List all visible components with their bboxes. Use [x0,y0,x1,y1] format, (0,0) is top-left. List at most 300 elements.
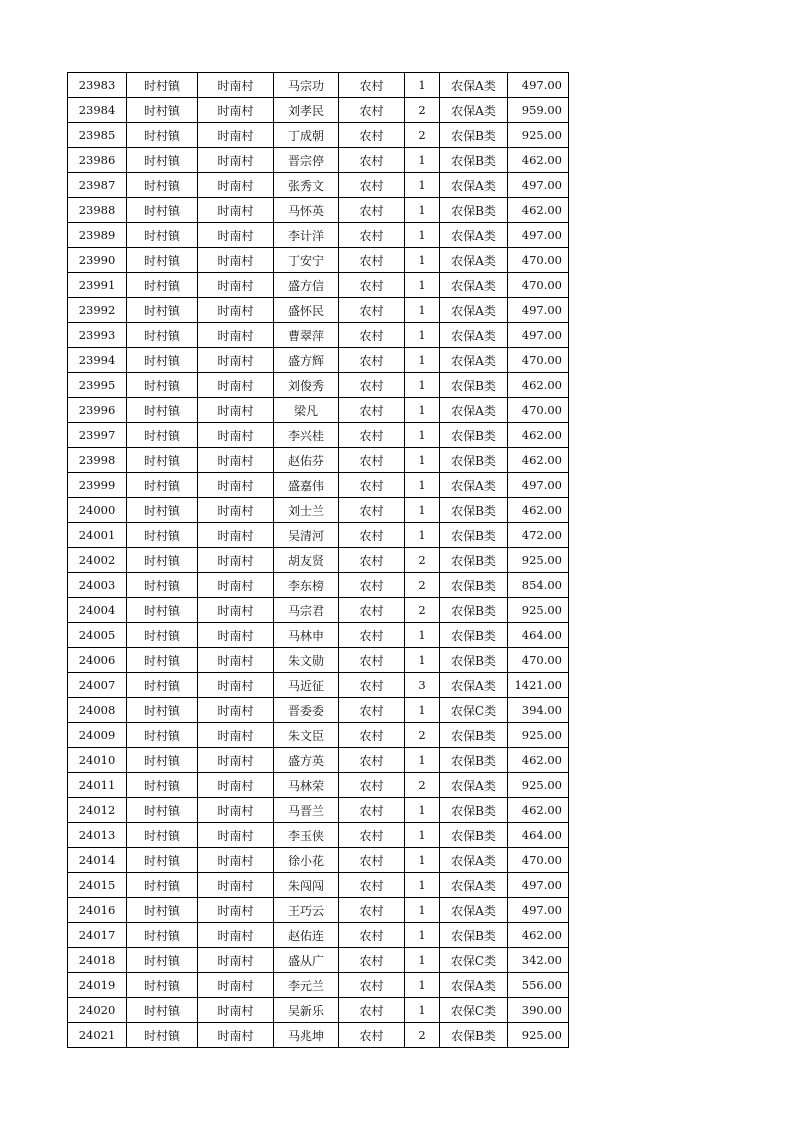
name-cell: 李玉侠 [274,823,339,848]
table-row [68,523,569,548]
amount-cell: 472.00 [508,523,569,548]
household-type-cell: 农村 [339,573,405,598]
amount-cell: 462.00 [508,373,569,398]
household-count-cell: 2 [405,573,440,598]
name-cell: 马宗功 [274,73,339,98]
insurance-category-cell: 农保B类 [440,148,508,173]
record-id-cell: 24001 [68,523,127,548]
town-cell: 时村镇 [127,598,198,623]
table-row [68,573,569,598]
village-cell: 时南村 [198,898,274,923]
name-cell: 梁凡 [274,398,339,423]
name-cell: 李兴桂 [274,423,339,448]
household-type-cell: 农村 [339,448,405,473]
record-id-cell: 24017 [68,923,127,948]
household-count-cell: 2 [405,773,440,798]
household-count-cell: 2 [405,548,440,573]
town-cell: 时村镇 [127,823,198,848]
village-cell: 时南村 [198,973,274,998]
table-row [68,273,569,298]
household-count-cell: 1 [405,348,440,373]
town-cell: 时村镇 [127,298,198,323]
table-row [68,148,569,173]
table-row [68,498,569,523]
village-cell: 时南村 [198,298,274,323]
insurance-category-cell: 农保A类 [440,898,508,923]
name-cell: 马宗君 [274,598,339,623]
household-type-cell: 农村 [339,948,405,973]
household-count-cell: 1 [405,473,440,498]
amount-cell: 462.00 [508,448,569,473]
town-cell: 时村镇 [127,873,198,898]
household-type-cell: 农村 [339,348,405,373]
household-type-cell: 农村 [339,523,405,548]
table-row [68,298,569,323]
amount-cell: 959.00 [508,98,569,123]
amount-cell: 462.00 [508,423,569,448]
household-count-cell: 3 [405,673,440,698]
record-id-cell: 24018 [68,948,127,973]
table-row [68,723,569,748]
table-row [68,473,569,498]
household-count-cell: 1 [405,898,440,923]
household-count-cell: 1 [405,648,440,673]
town-cell: 时村镇 [127,248,198,273]
name-cell: 朱文勋 [274,648,339,673]
data-sheet [67,72,569,1048]
name-cell: 吴清河 [274,523,339,548]
town-cell: 时村镇 [127,1023,198,1048]
name-cell: 盛从广 [274,948,339,973]
household-type-cell: 农村 [339,873,405,898]
table-row [68,748,569,773]
amount-cell: 497.00 [508,323,569,348]
town-cell: 时村镇 [127,373,198,398]
town-cell: 时村镇 [127,223,198,248]
household-count-cell: 1 [405,698,440,723]
household-type-cell: 农村 [339,373,405,398]
village-cell: 时南村 [198,73,274,98]
insurance-category-cell: 农保B类 [440,598,508,623]
amount-cell: 462.00 [508,198,569,223]
insurance-category-cell: 农保A类 [440,223,508,248]
household-type-cell: 农村 [339,898,405,923]
table-row [68,123,569,148]
household-count-cell: 1 [405,148,440,173]
amount-cell: 497.00 [508,473,569,498]
household-type-cell: 农村 [339,423,405,448]
village-cell: 时南村 [198,423,274,448]
household-type-cell: 农村 [339,823,405,848]
household-count-cell: 2 [405,723,440,748]
record-id-cell: 23990 [68,248,127,273]
household-type-cell: 农村 [339,148,405,173]
household-type-cell: 农村 [339,98,405,123]
insurance-category-cell: 农保B类 [440,1023,508,1048]
amount-cell: 462.00 [508,798,569,823]
village-cell: 时南村 [198,273,274,298]
insurance-category-cell: 农保B类 [440,548,508,573]
household-count-cell: 1 [405,523,440,548]
table-row [68,773,569,798]
household-type-cell: 农村 [339,248,405,273]
town-cell: 时村镇 [127,473,198,498]
table-row [68,898,569,923]
amount-cell: 462.00 [508,148,569,173]
table-row [68,98,569,123]
amount-cell: 394.00 [508,698,569,723]
village-cell: 时南村 [198,598,274,623]
name-cell: 马近征 [274,673,339,698]
name-cell: 吴新乐 [274,998,339,1023]
record-id-cell: 24012 [68,798,127,823]
table-row [68,398,569,423]
household-type-cell: 农村 [339,198,405,223]
amount-cell: 497.00 [508,898,569,923]
household-type-cell: 农村 [339,798,405,823]
household-count-cell: 2 [405,1023,440,1048]
town-cell: 时村镇 [127,423,198,448]
household-type-cell: 农村 [339,748,405,773]
insurance-category-cell: 农保A类 [440,73,508,98]
household-count-cell: 1 [405,798,440,823]
village-cell: 时南村 [198,673,274,698]
name-cell: 盛嘉伟 [274,473,339,498]
record-id-cell: 23998 [68,448,127,473]
name-cell: 马晋兰 [274,798,339,823]
household-count-cell: 1 [405,623,440,648]
village-cell: 时南村 [198,998,274,1023]
insurance-category-cell: 农保A类 [440,173,508,198]
town-cell: 时村镇 [127,348,198,373]
insurance-category-cell: 农保A类 [440,873,508,898]
insurance-category-cell: 农保A类 [440,298,508,323]
record-id-cell: 24004 [68,598,127,623]
household-type-cell: 农村 [339,73,405,98]
town-cell: 时村镇 [127,448,198,473]
name-cell: 朱闯闯 [274,873,339,898]
table-row [68,198,569,223]
table-row [68,448,569,473]
amount-cell: 497.00 [508,873,569,898]
household-type-cell: 农村 [339,848,405,873]
household-count-cell: 1 [405,398,440,423]
town-cell: 时村镇 [127,98,198,123]
household-count-cell: 2 [405,598,440,623]
record-id-cell: 24006 [68,648,127,673]
town-cell: 时村镇 [127,723,198,748]
table-row [68,998,569,1023]
village-cell: 时南村 [198,648,274,673]
household-type-cell: 农村 [339,123,405,148]
record-id-cell: 24005 [68,623,127,648]
insurance-category-cell: 农保B类 [440,823,508,848]
town-cell: 时村镇 [127,173,198,198]
amount-cell: 925.00 [508,548,569,573]
amount-cell: 854.00 [508,573,569,598]
household-count-cell: 1 [405,973,440,998]
table-row [68,373,569,398]
town-cell: 时村镇 [127,948,198,973]
village-cell: 时南村 [198,173,274,198]
name-cell: 盛方信 [274,273,339,298]
table-row [68,223,569,248]
household-count-cell: 1 [405,73,440,98]
insurance-category-cell: 农保C类 [440,998,508,1023]
name-cell: 李东榜 [274,573,339,598]
insurance-category-cell: 农保B类 [440,573,508,598]
household-type-cell: 农村 [339,723,405,748]
name-cell: 李计洋 [274,223,339,248]
amount-cell: 470.00 [508,273,569,298]
insurance-category-cell: 农保A类 [440,473,508,498]
village-cell: 时南村 [198,773,274,798]
amount-cell: 556.00 [508,973,569,998]
amount-cell: 497.00 [508,73,569,98]
record-id-cell: 23989 [68,223,127,248]
insurance-category-cell: 农保C类 [440,698,508,723]
insurance-category-cell: 农保A类 [440,248,508,273]
village-cell: 时南村 [198,873,274,898]
table-row [68,973,569,998]
village-cell: 时南村 [198,98,274,123]
insurance-category-cell: 农保A类 [440,673,508,698]
table-row [68,598,569,623]
name-cell: 马林荣 [274,773,339,798]
name-cell: 刘孝民 [274,98,339,123]
household-type-cell: 农村 [339,323,405,348]
household-count-cell: 1 [405,298,440,323]
household-type-cell: 农村 [339,548,405,573]
record-id-cell: 24021 [68,1023,127,1048]
household-type-cell: 农村 [339,473,405,498]
household-type-cell: 农村 [339,1023,405,1048]
record-id-cell: 23986 [68,148,127,173]
name-cell: 马林申 [274,623,339,648]
table-row [68,1023,569,1048]
household-count-cell: 1 [405,498,440,523]
record-id-cell: 23999 [68,473,127,498]
town-cell: 时村镇 [127,198,198,223]
village-cell: 时南村 [198,198,274,223]
amount-cell: 497.00 [508,173,569,198]
insurance-category-cell: 农保A类 [440,98,508,123]
village-cell: 时南村 [198,373,274,398]
household-type-cell: 农村 [339,623,405,648]
record-id-cell: 24003 [68,573,127,598]
town-cell: 时村镇 [127,523,198,548]
town-cell: 时村镇 [127,648,198,673]
household-type-cell: 农村 [339,973,405,998]
town-cell: 时村镇 [127,798,198,823]
village-cell: 时南村 [198,923,274,948]
household-type-cell: 农村 [339,173,405,198]
record-id-cell: 24014 [68,848,127,873]
name-cell: 丁成朝 [274,123,339,148]
town-cell: 时村镇 [127,498,198,523]
village-cell: 时南村 [198,623,274,648]
name-cell: 赵佑芬 [274,448,339,473]
table-row [68,798,569,823]
record-id-cell: 24010 [68,748,127,773]
insurance-category-cell: 农保B类 [440,123,508,148]
village-cell: 时南村 [198,398,274,423]
name-cell: 丁安宁 [274,248,339,273]
insurance-category-cell: 农保B类 [440,648,508,673]
town-cell: 时村镇 [127,148,198,173]
household-type-cell: 农村 [339,298,405,323]
town-cell: 时村镇 [127,573,198,598]
household-type-cell: 农村 [339,598,405,623]
amount-cell: 464.00 [508,623,569,648]
table-row [68,248,569,273]
household-count-cell: 1 [405,448,440,473]
name-cell: 晋委委 [274,698,339,723]
name-cell: 赵佑连 [274,923,339,948]
name-cell: 李元兰 [274,973,339,998]
name-cell: 张秀文 [274,173,339,198]
table-row [68,873,569,898]
insurance-category-cell: 农保B类 [440,198,508,223]
amount-cell: 470.00 [508,648,569,673]
village-cell: 时南村 [198,323,274,348]
household-count-cell: 1 [405,873,440,898]
amount-cell: 470.00 [508,398,569,423]
name-cell: 朱文臣 [274,723,339,748]
records-body [68,73,569,1048]
insurance-category-cell: 农保C类 [440,948,508,973]
village-cell: 时南村 [198,798,274,823]
insurance-category-cell: 农保B类 [440,923,508,948]
household-count-cell: 1 [405,748,440,773]
town-cell: 时村镇 [127,323,198,348]
insurance-category-cell: 农保B类 [440,798,508,823]
amount-cell: 1421.00 [508,673,569,698]
household-count-cell: 1 [405,223,440,248]
insurance-category-cell: 农保A类 [440,398,508,423]
record-id-cell: 24016 [68,898,127,923]
record-id-cell: 23987 [68,173,127,198]
amount-cell: 497.00 [508,298,569,323]
name-cell: 盛怀民 [274,298,339,323]
record-id-cell: 24009 [68,723,127,748]
record-id-cell: 23985 [68,123,127,148]
town-cell: 时村镇 [127,123,198,148]
amount-cell: 497.00 [508,223,569,248]
amount-cell: 925.00 [508,723,569,748]
insurance-category-cell: 农保B类 [440,748,508,773]
town-cell: 时村镇 [127,973,198,998]
record-id-cell: 23991 [68,273,127,298]
record-id-cell: 24007 [68,673,127,698]
insurance-category-cell: 农保B类 [440,523,508,548]
table-row [68,923,569,948]
insurance-category-cell: 农保A类 [440,848,508,873]
amount-cell: 925.00 [508,123,569,148]
village-cell: 时南村 [198,348,274,373]
table-row [68,548,569,573]
town-cell: 时村镇 [127,998,198,1023]
town-cell: 时村镇 [127,548,198,573]
insurance-category-cell: 农保A类 [440,348,508,373]
household-type-cell: 农村 [339,923,405,948]
table-row [68,848,569,873]
town-cell: 时村镇 [127,698,198,723]
table-row [68,73,569,98]
town-cell: 时村镇 [127,773,198,798]
household-type-cell: 农村 [339,498,405,523]
name-cell: 马兆坤 [274,1023,339,1048]
record-id-cell: 24015 [68,873,127,898]
village-cell: 时南村 [198,823,274,848]
town-cell: 时村镇 [127,623,198,648]
amount-cell: 925.00 [508,598,569,623]
insurance-category-cell: 农保B类 [440,498,508,523]
amount-cell: 462.00 [508,498,569,523]
village-cell: 时南村 [198,473,274,498]
insurance-category-cell: 农保B类 [440,423,508,448]
record-id-cell: 24019 [68,973,127,998]
amount-cell: 462.00 [508,748,569,773]
name-cell: 曹翠萍 [274,323,339,348]
table-row [68,323,569,348]
record-id-cell: 23994 [68,348,127,373]
table-row [68,648,569,673]
village-cell: 时南村 [198,123,274,148]
amount-cell: 925.00 [508,773,569,798]
insurance-category-cell: 农保A类 [440,323,508,348]
household-count-cell: 1 [405,323,440,348]
household-count-cell: 2 [405,98,440,123]
household-count-cell: 1 [405,848,440,873]
household-type-cell: 农村 [339,223,405,248]
table-row [68,348,569,373]
record-id-cell: 23996 [68,398,127,423]
household-type-cell: 农村 [339,698,405,723]
village-cell: 时南村 [198,498,274,523]
village-cell: 时南村 [198,448,274,473]
village-cell: 时南村 [198,698,274,723]
name-cell: 徐小花 [274,848,339,873]
household-count-cell: 2 [405,123,440,148]
record-id-cell: 23995 [68,373,127,398]
town-cell: 时村镇 [127,398,198,423]
household-type-cell: 农村 [339,398,405,423]
table-row [68,173,569,198]
name-cell: 晋宗停 [274,148,339,173]
record-id-cell: 24020 [68,998,127,1023]
household-count-cell: 1 [405,998,440,1023]
name-cell: 王巧云 [274,898,339,923]
record-id-cell: 23988 [68,198,127,223]
name-cell: 盛方英 [274,748,339,773]
amount-cell: 470.00 [508,848,569,873]
insurance-category-cell: 农保B类 [440,373,508,398]
insurance-category-cell: 农保B类 [440,723,508,748]
table-row [68,673,569,698]
record-id-cell: 24008 [68,698,127,723]
amount-cell: 925.00 [508,1023,569,1048]
household-count-cell: 1 [405,823,440,848]
household-type-cell: 农村 [339,998,405,1023]
household-count-cell: 1 [405,173,440,198]
record-id-cell: 23983 [68,73,127,98]
town-cell: 时村镇 [127,73,198,98]
name-cell: 刘士兰 [274,498,339,523]
town-cell: 时村镇 [127,673,198,698]
village-cell: 时南村 [198,848,274,873]
household-count-cell: 1 [405,423,440,448]
